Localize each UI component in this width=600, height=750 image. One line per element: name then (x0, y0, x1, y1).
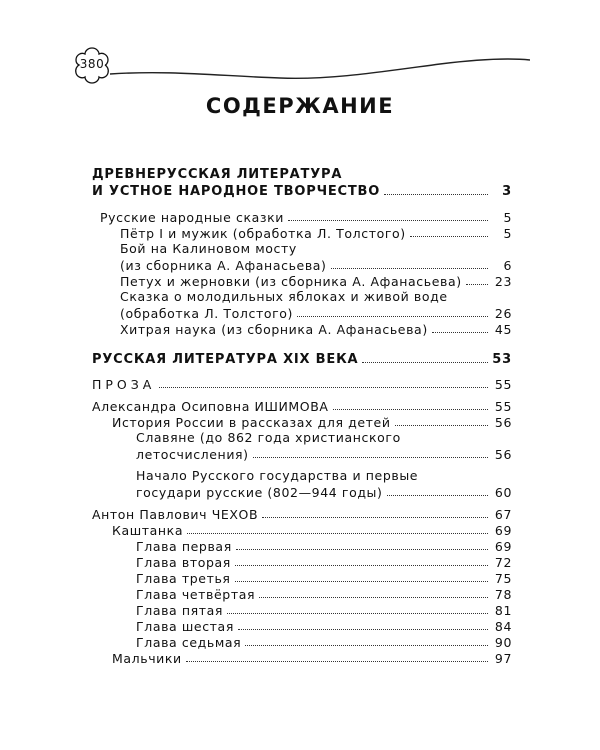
toc-entry[interactable]: Русские народные сказки 5 (100, 210, 512, 225)
page-number-badge (72, 45, 112, 85)
toc-entry[interactable]: Глава первая 69 (136, 539, 512, 554)
toc-entry[interactable]: летосчисления) 56 (136, 447, 512, 462)
section-heading: ДРЕВНЕРУССКАЯ ЛИТЕРАТУРА (92, 167, 343, 182)
toc-entry[interactable]: (обработка Л. Толстого) 26 (120, 306, 512, 321)
toc-entry[interactable]: Хитрая наука (из сборника А. Афанасьева) 45 (120, 322, 512, 337)
page-title: СОДЕРЖАНИЕ (205, 94, 395, 118)
toc-entry-line1: Бой на Калиновом мосту (120, 241, 297, 256)
toc-entry[interactable]: Глава шестая 84 (136, 619, 512, 634)
toc-entry[interactable]: Глава четвёртая 78 (136, 587, 512, 602)
toc-entry[interactable]: Каштанка 69 (112, 523, 512, 538)
toc-entry[interactable]: Антон Павлович ЧЕХОВ 67 (92, 507, 512, 522)
toc-entry[interactable]: Глава третья 75 (136, 571, 512, 586)
chapter-list (92, 538, 512, 650)
toc-entry[interactable]: Мальчики 97 (112, 651, 512, 666)
toc-entry[interactable]: Глава седьмая 90 (136, 635, 512, 650)
toc-entry[interactable]: (из сборника А. Афанасьева) 6 (120, 258, 512, 273)
header-decorative-curve (110, 50, 530, 90)
toc-entry[interactable]: Александра Осиповна ИШИМОВА 55 (92, 399, 512, 414)
toc-entry-line1: Сказка о молодильных яблоках и живой воде (120, 289, 448, 304)
entry-page: 3 (502, 184, 512, 199)
table-of-contents (92, 167, 512, 666)
toc-entry[interactable]: РУССКАЯ ЛИТЕРАТУРА XIX ВЕКА 53 (92, 352, 512, 367)
toc-entry[interactable]: И УСТНОЕ НАРОДНОЕ ТВОРЧЕСТВО 3 (92, 184, 512, 199)
toc-entry[interactable]: Пётр I и мужик (обработка Л. Толстого) 5 (120, 226, 512, 241)
toc-entry[interactable]: История России в рассказах для детей 56 (112, 415, 512, 430)
page-number: 380 (79, 57, 105, 71)
toc-entry[interactable]: ПРОЗА 55 (92, 377, 512, 392)
toc-entry-line1: Начало Русского государства и первые (136, 468, 419, 483)
toc-entry[interactable]: Глава пятая 81 (136, 603, 512, 618)
toc-entry[interactable]: государи русские (802—944 годы) 60 (136, 485, 512, 500)
toc-entry[interactable]: Глава вторая 72 (136, 555, 512, 570)
toc-entry[interactable]: Петух и жерновки (из сборника А. Афанасьева) 23 (120, 274, 512, 289)
toc-entry-line1: Славяне (до 862 года христианского (136, 430, 401, 445)
